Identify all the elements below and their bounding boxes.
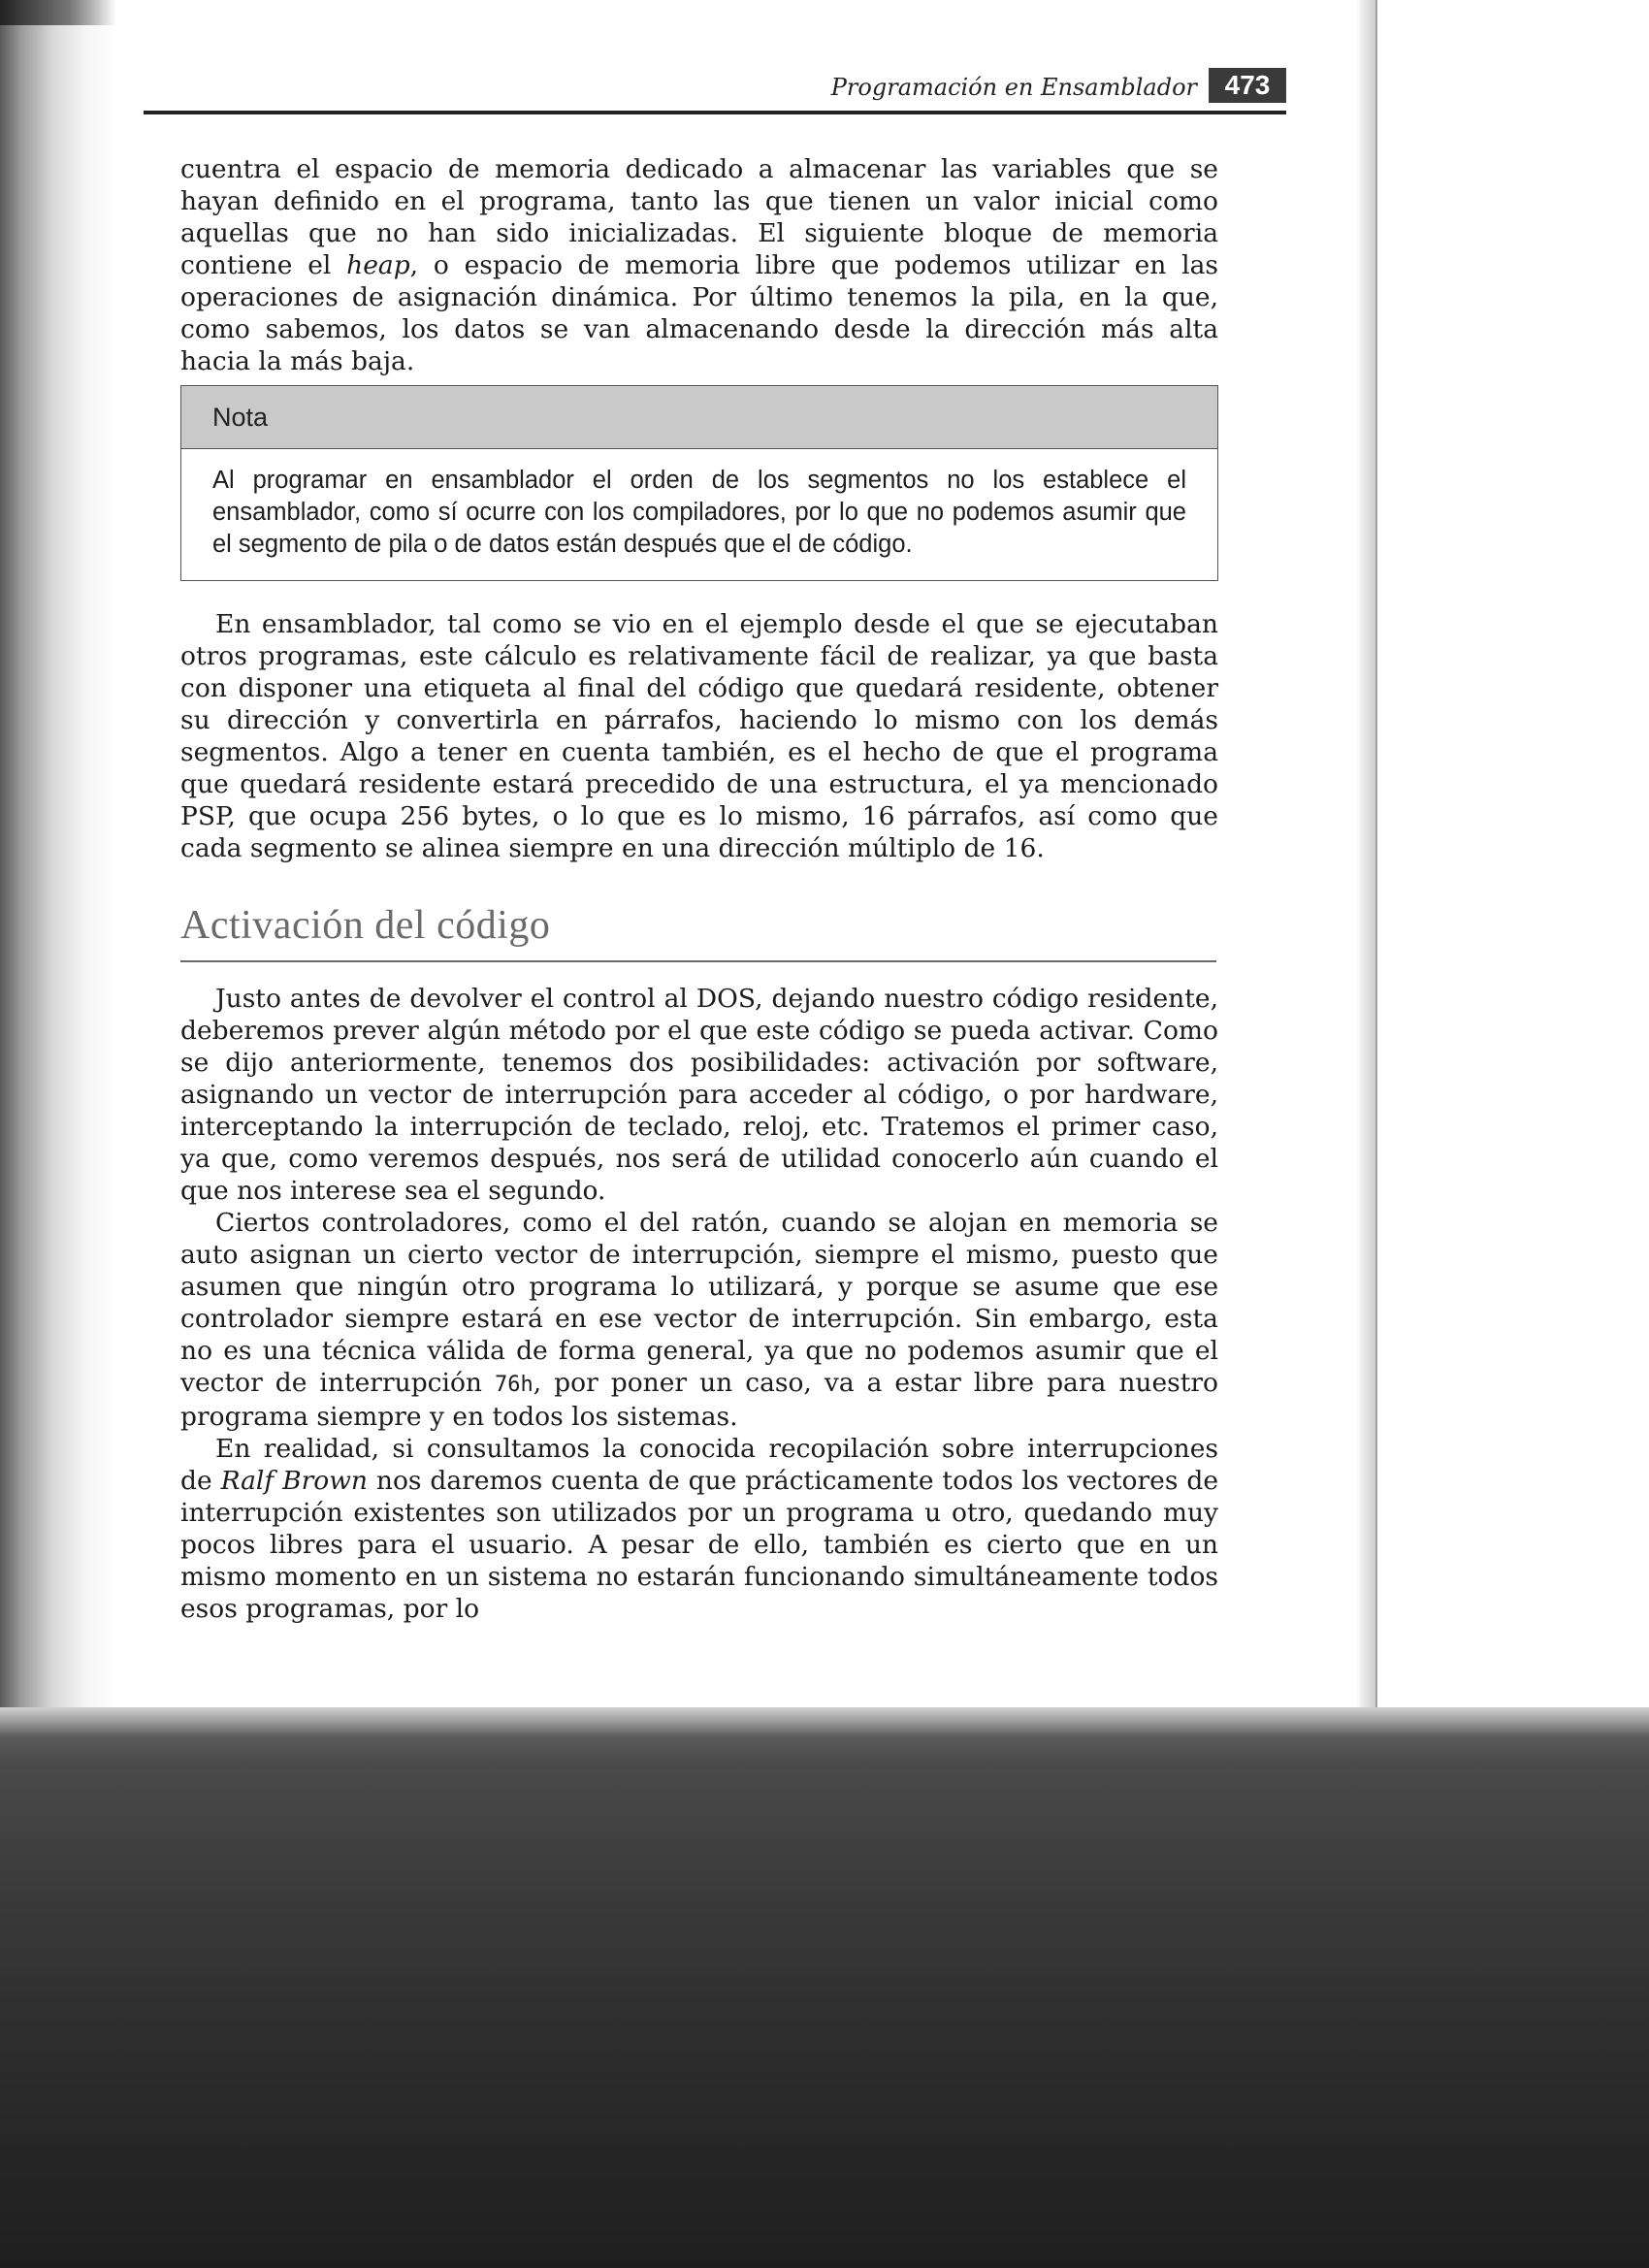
intro-paragraph: cuentra el espacio de memoria dedicado a almacenar las variables que se hayan definido en el programa, tanto las que tienen un valor inicial como aquellas que no han sido inicializadas. El siguiente bloque de memoria contiene el heap, o espacio de memoria libre que podemos utilizar en las operaciones de asignación dinámica. Por último tenemos la pila, en la que, como sabemos, los datos se van almacenando desde la dirección más alta hacia la más baja. — [180, 154, 1218, 376]
section-paragraph-3: En realidad, si consultamos la conocida recopilación sobre interrupciones de Ralf Brown nos daremos cuenta de que prácticamente todos los vectores de interrupción existentes son utilizados por un programa u otro, quedando muy pocos libres para el usuario. A pesar de ello, también es cierto que en un mismo momento en un sistema no estarán funcionando simultáneamente todos esos programas, por lo — [180, 1434, 1218, 1624]
heap-term: heap — [346, 250, 410, 280]
scan-left-shadow — [0, 0, 116, 1707]
note-box — [180, 385, 1218, 581]
vector-code: 76h — [495, 1373, 534, 1397]
header-rule — [144, 111, 1286, 114]
page-right-edge — [1356, 0, 1375, 1707]
scan-corner-shadow — [0, 0, 116, 25]
running-title: Programación en Ensamblador — [830, 74, 1197, 101]
page-header — [144, 64, 1286, 109]
section-rule — [180, 960, 1216, 962]
section-heading: Activación del código — [180, 903, 551, 948]
section-body — [180, 983, 1218, 1625]
note-title: Nota — [181, 386, 1217, 449]
section-paragraph-1: Justo antes de devolver el control al DOS, dejando nuestro código residente, deberemos prever algún método por el que este código se pueda activar. Como se dijo anteriormente, tenemos dos posibilidades: activación por software, asignando un vector de interrupción para acceder al código, o por hardware, interceptando la interrupción de teclado, reloj, etc. Tratemos el primer caso, ya que, como veremos después, nos será de utilidad conocerlo aún cuando el que nos interese sea el segundo. — [180, 984, 1218, 1206]
assembler-paragraph-block — [180, 608, 1218, 864]
scanner-bed-background — [0, 1707, 1649, 2268]
assembler-paragraph: En ensamblador, tal como se vio en el ejemplo desde el que se ejecutaban otros programas, este cálculo es relativamente fácil de realizar, ya que basta con disponer una etiqueta al final del código que quedará residente, obtener su dirección y convertirla en párrafos, haciendo lo mismo con los demás segmentos. Algo a tener en cuenta también, es el hecho de que el programa que quedará residente estará precedido de una estructura, el ya mencionado PSP, que ocupa 256 bytes, o lo que es lo mismo, 16 párrafos, así como que cada segmento se alinea siempre en una dirección múltiplo de 16. — [180, 609, 1218, 863]
scan-right-margin — [1375, 0, 1649, 1707]
intro-paragraph-block — [180, 153, 1218, 377]
section-paragraph-2: Ciertos controladores, como el del ratón, cuando se alojan en memoria se auto asignan un cierto vector de interrupción, siempre el mismo, puesto que asumen que ningún otro programa lo utilizará, y porque se asume que ese controlador siempre estará en ese vector de interrupción. Sin embargo, esta no es una técnica válida de forma general, ya que no podemos asumir que el vector de interrupción 76h, por poner un caso, va a estar libre para nuestro programa siempre y en todos los sistemas. — [180, 1208, 1219, 1432]
page-number: 473 — [1209, 68, 1286, 103]
ralf-brown-term: Ralf Brown — [220, 1466, 368, 1496]
note-text: Al programar en ensamblador el orden de los segmentos no los establece el ensamblador, como sí ocurre con los compiladores, por lo que no podemos asumir que el segmento de pila o de datos están después que el de código. — [212, 467, 1186, 558]
